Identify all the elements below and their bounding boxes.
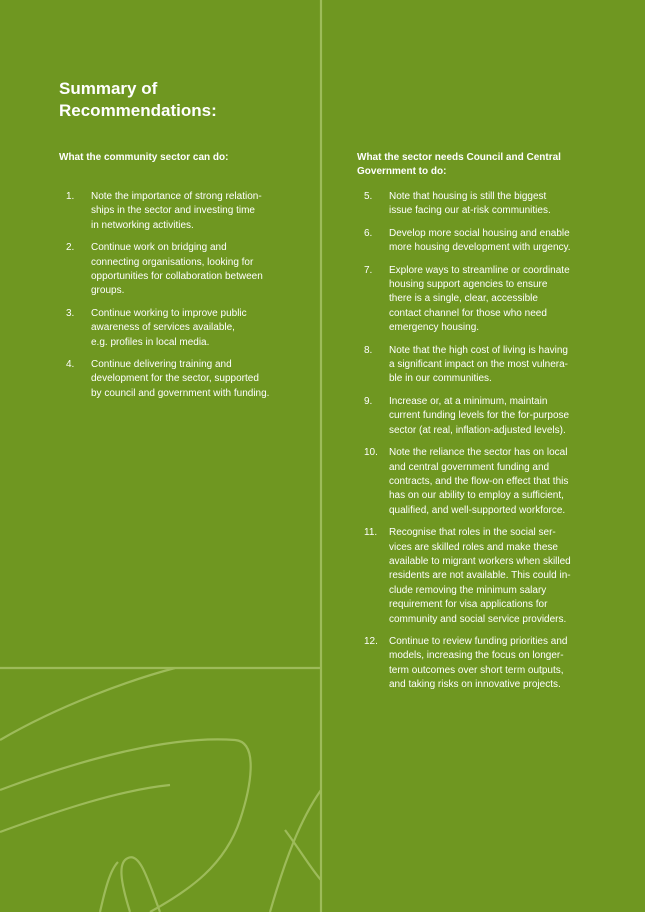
recommendation-text-line: available to migrant workers when skilled <box>389 555 571 567</box>
recommendation-number: 3. <box>66 307 75 319</box>
recommendation-text-line: ble in our communities. <box>389 373 492 385</box>
recommendation-text-line: vices are skilled roles and make these <box>389 541 558 553</box>
recommendation-text-line: groups. <box>91 285 125 297</box>
recommendation-text-line: sector (at real, inflation-adjusted levels). <box>389 424 566 436</box>
page-title-line: Summary of <box>59 79 158 98</box>
recommendation-item <box>357 227 595 256</box>
recommendation-number: 10. <box>364 447 378 459</box>
recommendation-item <box>357 395 595 438</box>
recommendation-text-line: connecting organisations, looking for <box>91 256 254 268</box>
recommendation-number: 9. <box>364 395 373 407</box>
recommendation-item <box>59 241 287 299</box>
recommendation-text-line: Recognise that roles in the social ser- <box>389 527 556 539</box>
recommendation-text-line: Explore ways to streamline or coordinate <box>389 264 570 276</box>
recommendation-text-line: Note the reliance the sector has on local <box>389 447 568 459</box>
recommendation-text-line: a significant impact on the most vulnera- <box>389 359 568 371</box>
recommendation-text-line: and central government funding and <box>389 461 550 473</box>
recommendation-text-line: in networking activities. <box>91 219 194 231</box>
recommendation-item <box>59 307 287 350</box>
recommendation-item <box>357 190 595 219</box>
right-heading-line: What the sector needs Council and Central <box>357 152 561 163</box>
recommendation-text-line: and taking risks on innovative projects. <box>389 679 561 691</box>
recommendation-text-line: there is a single, clear, accessible <box>389 293 538 305</box>
recommendation-number: 12. <box>364 635 378 647</box>
recommendation-text-line: issue facing our at-risk communities. <box>389 205 551 217</box>
recommendation-item <box>59 190 287 233</box>
recommendation-text-line: housing support agencies to ensure <box>389 279 548 291</box>
recommendation-text-line: Increase or, at a minimum, maintain <box>389 395 548 407</box>
recommendation-number: 2. <box>66 242 75 254</box>
recommendation-text-line: emergency housing. <box>389 322 480 334</box>
right-recommendations-list <box>357 190 595 701</box>
recommendation-text-line: community and social service providers. <box>389 613 567 625</box>
recommendation-text-line: Continue work on bridging and <box>91 242 227 254</box>
recommendation-text-line: opportunities for collaboration between <box>91 271 263 283</box>
recommendation-text-line: contracts, and the flow-on effect that this <box>389 475 569 487</box>
recommendation-text-line: clude removing the minimum salary <box>389 584 547 596</box>
recommendation-text-line: awareness of services available, <box>91 322 235 334</box>
recommendation-text-line: qualified, and well-supported workforce. <box>389 504 566 516</box>
recommendation-number: 6. <box>364 227 373 239</box>
recommendation-text-line: residents are not available. This could in- <box>389 570 571 582</box>
recommendation-number: 1. <box>66 191 75 202</box>
recommendation-text-line: contact channel for those who need <box>389 307 547 319</box>
right-column-heading <box>357 151 597 179</box>
recommendation-text-line: term outcomes over short term outputs, <box>389 664 564 676</box>
recommendation-text-line: has on our ability to employ a sufficient, <box>389 490 564 502</box>
recommendation-text-line: more housing development with urgency. <box>389 242 571 254</box>
page-title <box>59 78 279 122</box>
recommendation-item <box>357 526 595 627</box>
page-title-line: Recommendations: <box>59 101 217 120</box>
recommendation-item <box>357 344 595 387</box>
left-column-heading: What the community sector can do: <box>59 152 229 163</box>
recommendation-number: 4. <box>66 359 75 371</box>
recommendation-text-line: Develop more social housing and enable <box>389 227 570 239</box>
recommendation-number: 11. <box>364 527 378 539</box>
recommendation-number: 7. <box>364 264 373 276</box>
recommendation-text-line: ships in the sector and investing time <box>91 205 255 217</box>
recommendation-item <box>357 635 595 693</box>
recommendation-text-line: Note that housing is still the biggest <box>389 191 547 202</box>
recommendation-text-line: models, increasing the focus on longer- <box>389 650 564 662</box>
recommendation-text-line: by council and government with funding. <box>91 387 270 399</box>
recommendation-text-line: current funding levels for the for-purpose <box>389 410 570 422</box>
recommendation-number: 8. <box>364 344 373 356</box>
recommendation-item <box>59 358 287 401</box>
right-heading-line: Government to do: <box>357 166 447 177</box>
recommendation-item <box>357 264 595 336</box>
recommendation-number: 5. <box>364 191 373 202</box>
recommendation-text-line: development for the sector, supported <box>91 373 259 385</box>
recommendation-text-line: Continue working to improve public <box>91 307 247 319</box>
left-recommendations-list <box>59 190 287 409</box>
recommendation-text-line: Continue delivering training and <box>91 359 232 371</box>
recommendation-text-line: requirement for visa applications for <box>389 599 548 611</box>
recommendation-text-line: Note that the high cost of living is having <box>389 344 568 356</box>
recommendation-text-line: e.g. profiles in local media. <box>91 336 210 348</box>
recommendation-text-line: Note the importance of strong relation- <box>91 191 262 202</box>
recommendation-item <box>357 446 595 518</box>
recommendation-text-line: Continue to review funding priorities and <box>389 635 568 647</box>
